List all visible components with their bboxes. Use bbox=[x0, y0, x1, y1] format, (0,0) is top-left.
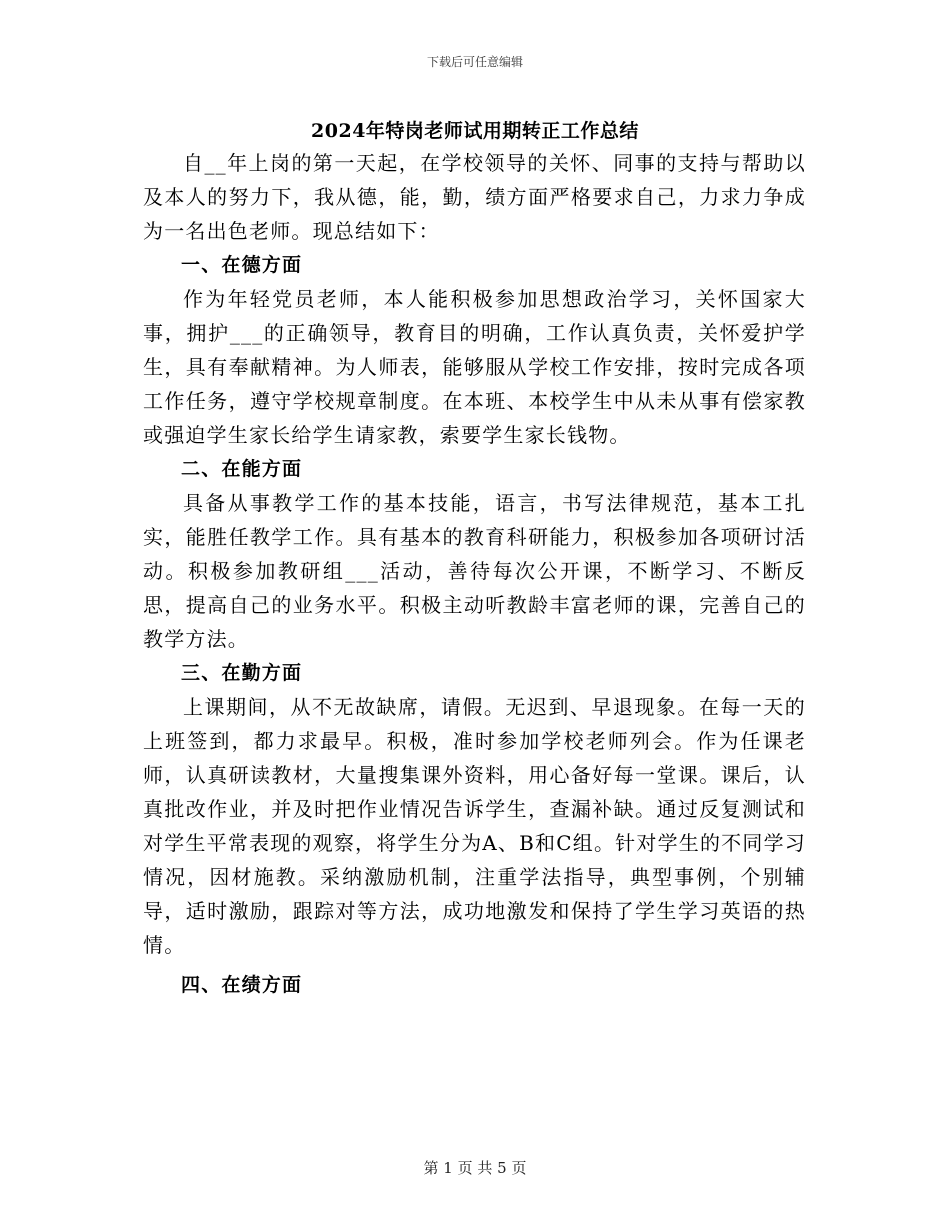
section-heading-qin: 三、在勤方面 bbox=[181, 662, 303, 684]
section-text-qin: 上课期间，从不无故缺席，请假。无迟到、早退现象。在每一天的上班签到，都力求最早。积极，准时参加学校老师列会。作为任课老师，认真研读教材，大量搜集课外资料，用心备好每一堂课。课后，认真批改作业，并及时把作业情况告诉学生，查漏补缺。通过反复测试和对学生平常表现的观察，将学生分为A、B和C组。针对学生的不同学习情况，因材施教。采纳激励机制，注重学法指导，典型事例，个别辅导，适时激励，跟踪对等方法，成功地激发和保持了学生学习英语的热情。 bbox=[143, 695, 806, 957]
section-text-de: 作为年轻党员老师，本人能积极参加思想政治学习，关怀国家大事，拥护___的正确领导，教育目的明确，工作认真负责，关怀爱护学生，具有奉献精神。为人师表，能够服从学校工作安排，按时完成各项工作任务，遵守学校规章制度。在本班、本校学生中从未从事有偿家教或强迫学生家长给学生请家教，索要学生家长钱物。 bbox=[143, 287, 806, 447]
document-title: 2024年特岗老师试用期转正工作总结 bbox=[311, 120, 639, 142]
section-heading-de: 一、在德方面 bbox=[181, 254, 303, 276]
page-number-footer: 第 1 页 共 5 页 bbox=[423, 1159, 527, 1177]
section-heading-neng: 二、在能方面 bbox=[181, 458, 303, 480]
section-text-neng: 具备从事教学工作的基本技能，语言，书写法律规范，基本工扎实，能胜任教学工作。具有基本的教育科研能力，积极参加各项研讨活动。积极参加教研组___活动，善待每次公开课，不断学习、不断反思，提高自己的业务水平。积极主动听教龄丰富老师的课，完善自己的教学方法。 bbox=[143, 491, 806, 651]
header-note: 下载后可任意编辑 bbox=[426, 55, 523, 69]
section-heading-ji: 四、在绩方面 bbox=[181, 974, 303, 996]
document-body bbox=[143, 146, 806, 1002]
intro-paragraph: 自__年上岗的第一天起，在学校领导的关怀、同事的支持与帮助以及本人的努力下，我从德，能，勤，绩方面严格要求自己，力求力争成为一名出色老师。现总结如下： bbox=[143, 151, 806, 243]
